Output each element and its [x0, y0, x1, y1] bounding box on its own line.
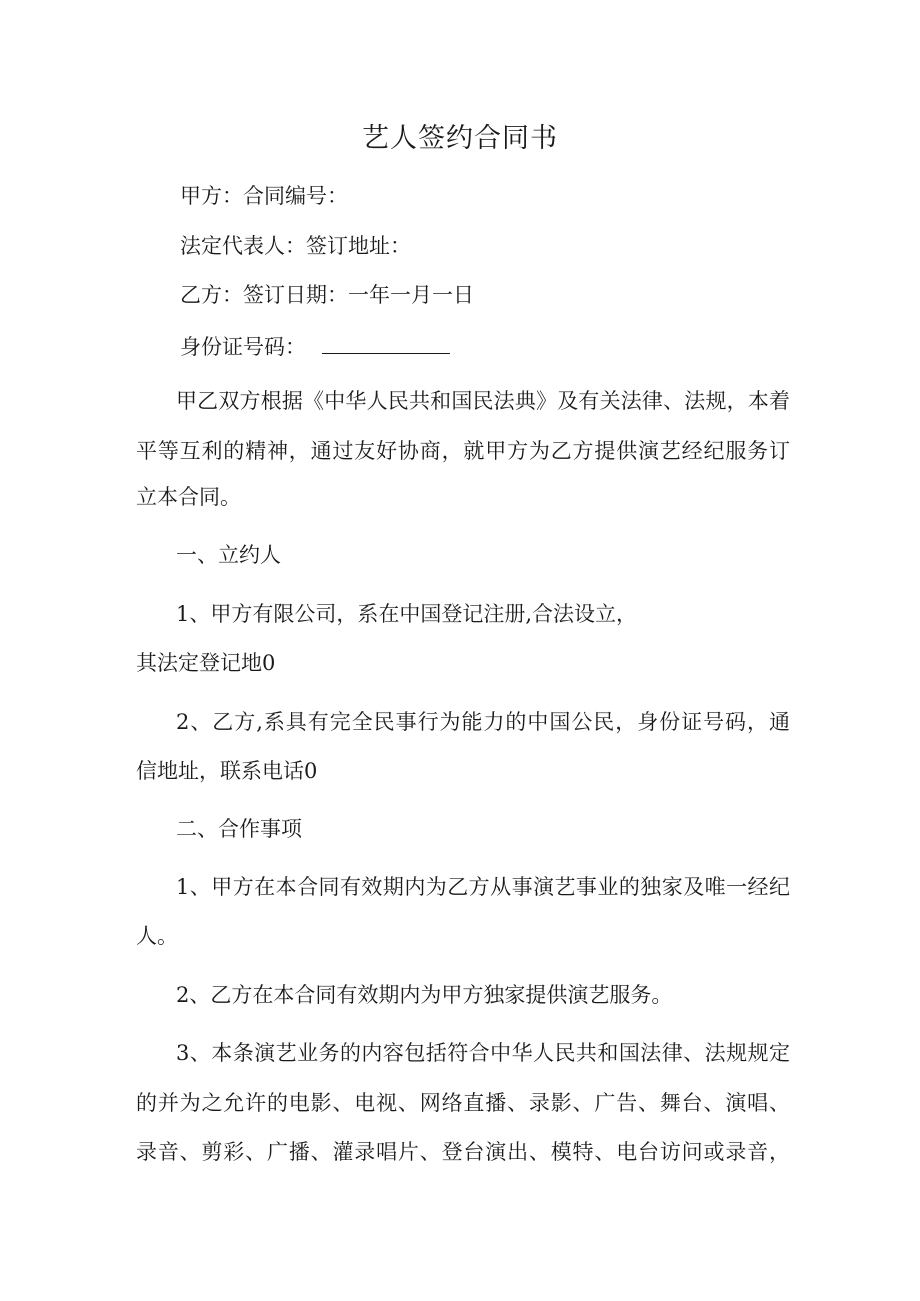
id-number-blank: [322, 335, 450, 354]
section-1-item-1-line-2: 其法定登记地0: [136, 651, 276, 675]
intro-line-3: 立本合同。: [136, 485, 241, 509]
intro-line-1: 甲乙双方根据《中华人民共和国民法典》及有关法律、法规，本着: [176, 389, 790, 413]
section-1-item-1-line-1: 1、甲方有限公司，系在中国登记注册,合法设立，: [176, 602, 638, 626]
id-number-label: 身份证号码：: [180, 335, 306, 359]
section-2-item-3-line-1: 3、本条演艺业务的内容包括符合中华人民共和国法律、法规规定: [176, 1041, 790, 1065]
section-2-heading: 二、合作事项: [176, 817, 302, 841]
section-2-item-2-line-1: 2、乙方在本合同有效期内为甲方独家提供演艺服务。: [176, 983, 673, 1007]
section-1-item-2-line-1: 2、乙方,系具有完全民事行为能力的中国公民，身份证号码，通: [176, 710, 790, 734]
legal-rep-field: 法定代表人：签订地址：: [180, 234, 411, 258]
section-1-item-2-line-2: 信地址，联系电话0: [136, 759, 318, 783]
section-1-heading: 一、立约人: [176, 543, 281, 567]
section-2-item-1-line-1: 1、甲方在本合同有效期内为乙方从事演艺事业的独家及唯一经纪: [176, 875, 790, 899]
section-2-item-3-line-2: 的并为之允许的电影、电视、网络直播、录影、广告、舞台、演唱、: [136, 1091, 790, 1115]
section-2-item-1-line-2: 人。: [136, 924, 178, 948]
section-2-item-3-line-3: 录音、剪彩、广播、灌录唱片、登台演出、模特、电台访问或录音，: [136, 1140, 790, 1164]
party-a-field: 甲方：合同编号：: [180, 184, 348, 208]
id-number-row: [180, 335, 450, 358]
intro-line-2: 平等互利的精神，通过友好协商，就甲方为乙方提供演艺经纪服务订: [136, 439, 790, 463]
document-title: 艺人签约合同书: [362, 123, 558, 154]
party-b-field: 乙方：签订日期：一年一月一日: [180, 283, 474, 307]
